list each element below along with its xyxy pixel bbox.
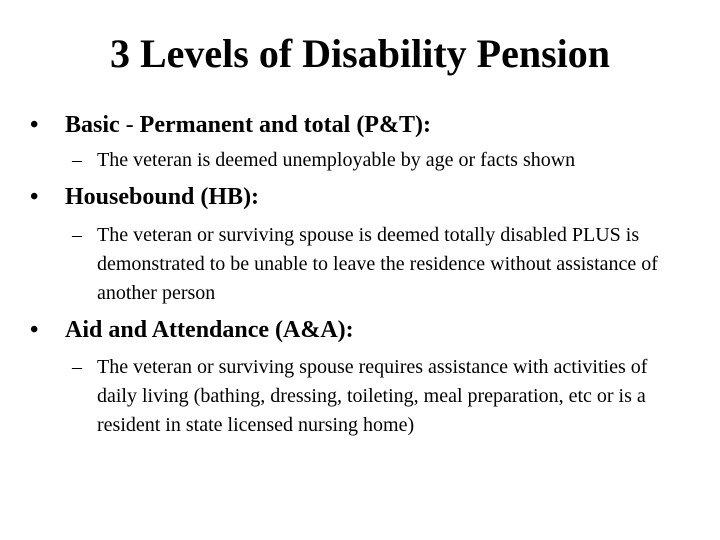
bullet-housebound	[30, 182, 700, 212]
bullet-marker: •	[30, 112, 39, 138]
bullet-label	[65, 110, 700, 140]
bullet-label-part: Permanent and total (P&T):	[133, 112, 431, 138]
sub-bullet-text: The veteran is deemed unemployable by age or facts shown	[97, 149, 576, 171]
slide-title: 3 Levels of Disability Pension	[109, 31, 611, 76]
bullet-label-separator: -	[125, 112, 134, 138]
sub-bullet-aid-attendance	[72, 353, 692, 440]
bullet-label-part: Basic	[65, 112, 126, 138]
bullet-marker: •	[30, 317, 39, 343]
dash-marker: –	[72, 149, 82, 171]
bullet-label: Housebound (HB):	[65, 184, 260, 210]
dash-marker: –	[72, 224, 82, 246]
dash-marker: –	[72, 356, 82, 378]
sub-bullet-text: The veteran or surviving spouse is deemed totally disabled PLUS is demonstrated to be unable to leave the residence without assistance of another person	[97, 224, 658, 304]
bullet-aid-attendance	[30, 315, 700, 345]
bullet-marker: •	[30, 184, 39, 210]
bullet-basic	[30, 110, 700, 140]
sub-bullet-text: The veteran or surviving spouse requires assistance with activities of daily living (bathing, dressing, toileting, meal preparation, etc or is a resident in state licensed nursing home)	[97, 356, 648, 436]
sub-bullet-housebound	[72, 221, 692, 308]
bullet-label: Aid and Attendance (A&A):	[65, 317, 354, 343]
sub-bullet-basic	[72, 146, 692, 175]
